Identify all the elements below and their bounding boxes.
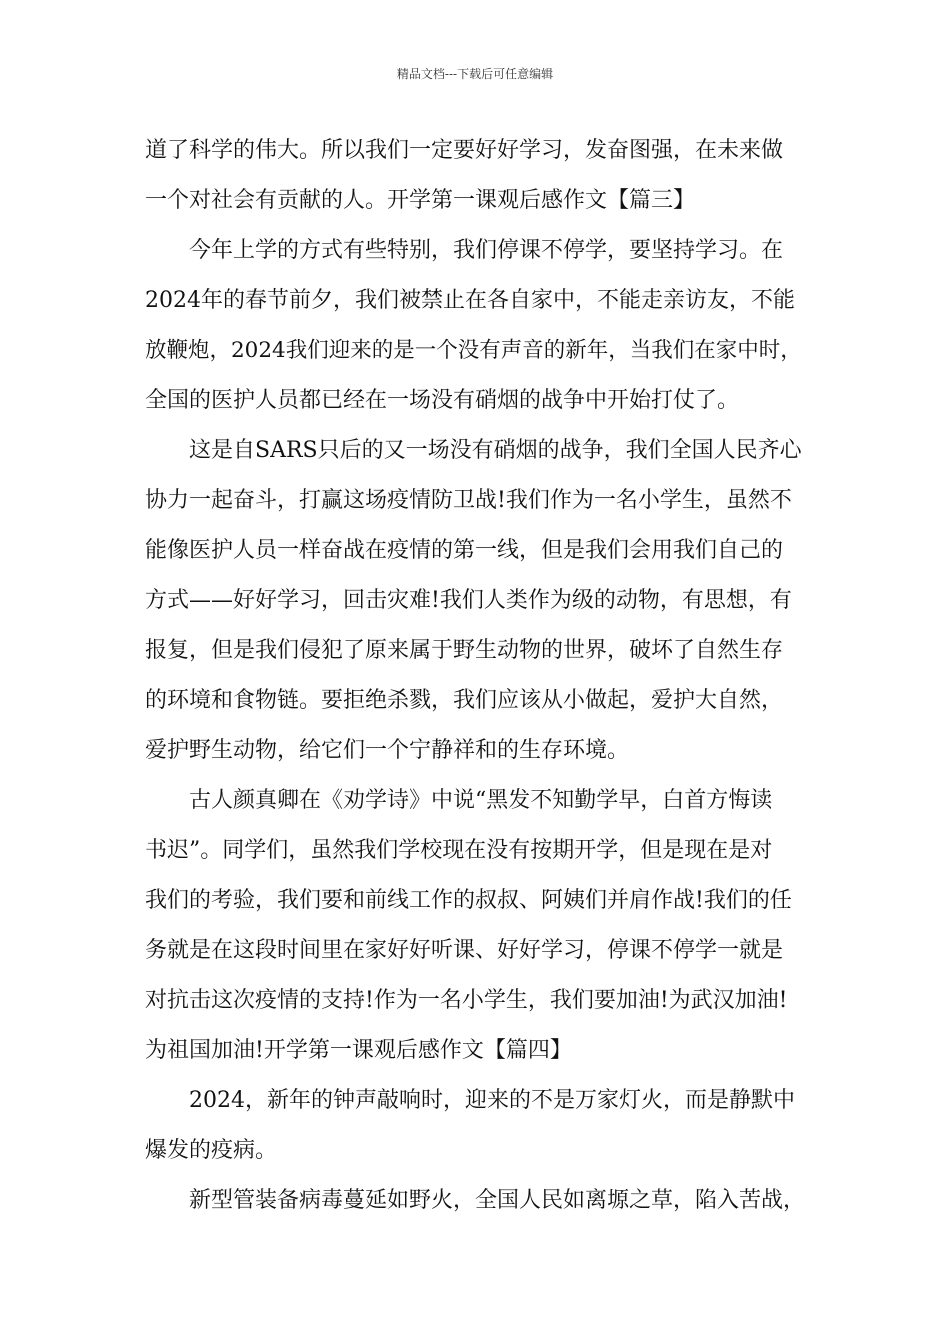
text-line: 务就是在这段时间里在家好好听课、好好学习，停课不停学一就是 [145,938,784,963]
text-line: 为祖国加油!开学第一课观后感作文【篇四】 [145,1038,572,1063]
text-line: 对抗击这次疫情的支持!作为一名小学生，我们要加油!为武汉加油! [145,988,788,1013]
text-line: 的环境和食物链。要拒绝杀戮，我们应该从小做起，爱护大自然， [145,688,784,713]
text-line: 书迟”。同学们，虽然我们学校现在没有按期开学，但是现在是对 [145,838,773,863]
text-line: 报复，但是我们侵犯了原来属于野生动物的世界，破坏了自然生存 [145,638,784,663]
text-line: 爱护野生动物，给它们一个宁静祥和的生存环境。 [145,738,630,763]
text-line: 全国的医护人员都已经在一场没有硝烟的战争中开始打仗了。 [145,388,740,413]
text-line: 我们的考验，我们要和前线工作的叔叔、阿姨们并肩作战!我们的任 [145,888,792,913]
text-line: 古人颜真卿在《劝学诗》中说“黑发不知勤学早，白首方悔读 [189,788,773,813]
text-line: 协力一起奋斗，打赢这场疫情防卫战!我们作为一名小学生，虽然不 [145,488,792,513]
text-line: 爆发的疫病。 [145,1138,278,1163]
text-line: 新型管装备病毒蔓延如野火，全国人民如离塬之草，陷入苦战， [189,1188,806,1213]
text-line: 道了科学的伟大。所以我们一定要好好学习，发奋图强，在未来做 [145,138,784,163]
text-line: 方式——好好学习，回击灾难!我们人类作为级的动物，有思想，有 [145,588,792,613]
text-line: 一个对社会有贡献的人。开学第一课观后感作文【篇三】 [145,188,696,213]
text-line: 今年上学的方式有些特别，我们停课不停学，要坚持学习。在 [189,238,784,263]
document-body [145,126,810,1226]
text-line: 放鞭炮，2024我们迎来的是一个没有声音的新年，当我们在家中时， [145,338,802,363]
text-line: 2024，新年的钟声敲响时，迎来的不是万家灯火，而是静默中 [189,1088,795,1113]
text-line: 这是自SARS只后的又一场没有硝烟的战争，我们全国人民齐心 [189,438,802,463]
text-line: 2024年的春节前夕，我们被禁止在各自家中，不能走亲访友，不能 [145,288,795,313]
text-line: 能像医护人员一样奋战在疫情的第一线，但是我们会用我们自己的 [145,538,784,563]
page-header: 精品文档---下载后可任意编辑 [396,67,554,81]
